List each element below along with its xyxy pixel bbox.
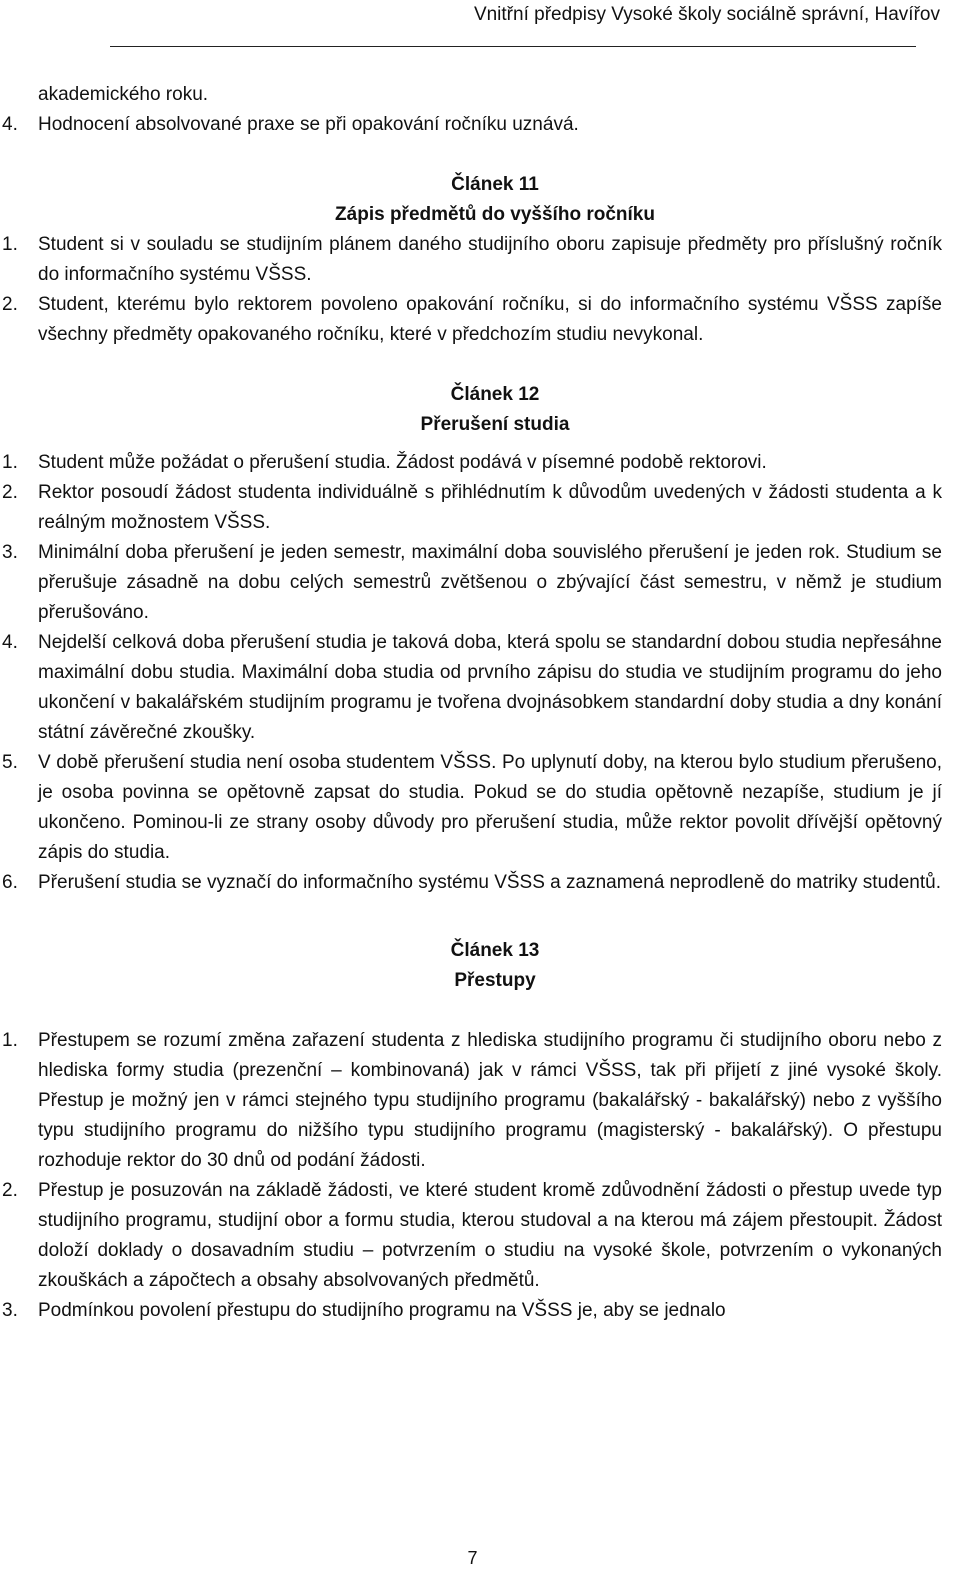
list-item	[0, 748, 960, 868]
article-11-title: Článek 11	[451, 174, 539, 195]
item-text: Podmínkou povolení přestupu do studijního programu na VŠSS je, aby se jednalo	[38, 1300, 726, 1321]
item-number: 2.	[2, 482, 18, 503]
list-item	[0, 448, 960, 478]
page-number: 7	[467, 1548, 478, 1568]
list-item	[0, 868, 960, 898]
list-item	[0, 1176, 960, 1296]
list-item	[0, 290, 960, 350]
item-text: Student si v souladu se studijním plánem daného studijního oboru zapisuje předměty pro příslušný ročník do informačního systému VŠSS.	[38, 234, 942, 285]
item-text: V době přerušení studia není osoba studentem VŠSS. Po uplynutí doby, na kterou bylo studium přerušeno, je osoba povinna se opětovně zapsat do studia. Pokud se do studia opětovně nezapíše, studium je jí ukončeno. Pominou-li ze strany osoby důvody pro přerušení studia, může rektor povolit dřívější opětovný zápis do studia.	[38, 752, 942, 863]
article-11-subtitle: Zápis předmětů do vyššího ročníku	[335, 204, 655, 225]
item-number: 4.	[2, 114, 18, 135]
article-12-subtitle: Přerušení studia	[420, 414, 570, 435]
header-rule	[110, 46, 916, 47]
item-number: 3.	[2, 1300, 18, 1321]
item-number: 2.	[2, 1180, 18, 1201]
list-item	[0, 230, 960, 290]
article-12-title: Článek 12	[450, 384, 540, 405]
item-text: Přerušení studia se vyznačí do informačního systému VŠSS a zaznamená neprodleně do matriky studentů.	[38, 872, 941, 893]
running-header: Vnitřní předpisy Vysoké školy sociálně správní, Havířov	[473, 4, 940, 25]
item-number: 4.	[2, 632, 18, 653]
item-number: 1.	[2, 1030, 18, 1051]
list-item	[0, 538, 960, 628]
list-item	[0, 1026, 960, 1176]
article-13-subtitle: Přestupy	[454, 970, 536, 991]
list-item	[0, 1296, 960, 1326]
item-text: Minimální doba přerušení je jeden semestr, maximální doba souvislého přerušení je jeden rok. Studium se přerušuje zásadně na dobu celých semestrů zvětšenou o zbývající část semestru, v němž je studium přerušováno.	[38, 542, 942, 623]
list-item	[0, 110, 960, 140]
item-number: 2.	[2, 294, 18, 315]
item-number: 3.	[2, 542, 18, 563]
item-text: Rektor posoudí žádost studenta individuálně s přihlédnutím k důvodům uvedených v žádosti studenta a k reálným možnostem VŠSS.	[38, 482, 942, 533]
list-item	[0, 628, 960, 748]
item-text: Hodnocení absolvované praxe se při opakování ročníku uznává.	[38, 114, 579, 135]
item-text: Přestupem se rozumí změna zařazení studenta z hlediska studijního programu či studijního oboru nebo z hlediska formy studia (prezenční – kombinovaná) jak v rámci VŠSS, tak při přijetí z jiné vysoké školy. Přestup je možný jen v rámci stejného typu studijního programu (bakalářský - bakalářský) nebo z vyššího typu studijního programu do nižšího typu studijního programu (magisterský - bakalářský). O přestupu rozhoduje rektor do 30 dnů od podání žádosti.	[38, 1030, 942, 1171]
item-number: 1.	[2, 452, 18, 473]
list-item	[0, 478, 960, 538]
item-number: 1.	[2, 234, 18, 255]
item-number: 6.	[2, 872, 18, 893]
article-13-title: Článek 13	[450, 940, 540, 961]
item-text: Student, kterému bylo rektorem povoleno opakování ročníku, si do informačního systému VŠSS zapíše všechny předměty opakovaného ročníku, které v předchozím studiu nevykonal.	[38, 294, 942, 345]
item-number: 5.	[2, 752, 18, 773]
document-body	[0, 80, 960, 1326]
item-text: Přestup je posuzován na základě žádosti, ve které student kromě zdůvodnění žádosti o přestup uvede typ studijního programu, studijní obor a formu studia, kterou studoval a na kterou má zájem přestoupit. Žádost doloží doklady o dosavadním studiu – potvrzením o studiu na vysoké škole, potvrzením o vykonaných zkouškách a zápočtech a obsahy absolvovaných předmětů.	[38, 1180, 942, 1291]
continuation-line: akademického roku.	[38, 84, 209, 105]
item-text: Nejdelší celková doba přerušení studia je taková doba, která spolu se standardní dobou studia nepřesáhne maximální dobu studia. Maximální doba studia od prvního zápisu do studia ve studijním programu do jeho ukončení v bakalářském studijním programu je tvořena dvojnásobkem standardní doby studia a dny konání státní závěrečné zkoušky.	[38, 632, 942, 743]
item-text: Student může požádat o přerušení studia. Žádost podává v písemné podobě rektorovi.	[38, 452, 767, 473]
